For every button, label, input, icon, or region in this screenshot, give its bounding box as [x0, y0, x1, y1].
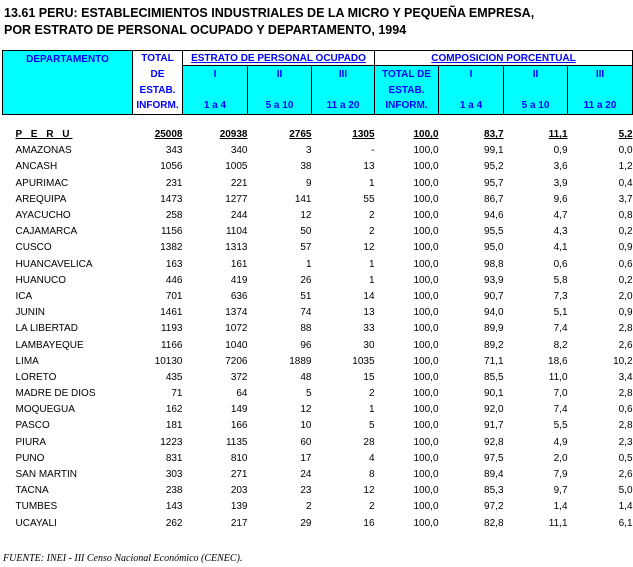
- cell-estrato-i: 20938: [219, 129, 248, 141]
- cell-estrato-ii: 26: [300, 274, 312, 286]
- cell-pct-total: 100,0: [413, 388, 439, 400]
- cell-estrato-iii: 12: [363, 242, 375, 254]
- cell-estrato-i: 1277: [225, 193, 248, 205]
- cell-department: PUNO: [15, 452, 45, 464]
- cell-estrato-i: 1104: [225, 226, 248, 238]
- cell-estrato-i: 166: [230, 420, 248, 432]
- cell-estrato-ii: 1889: [289, 355, 312, 367]
- cell-department: AYACUCHO: [15, 210, 71, 222]
- cell-pct-i: 89,4: [484, 469, 504, 481]
- cell-department: AREQUIPA: [15, 193, 67, 205]
- cell-pct-ii: 3,9: [553, 177, 568, 189]
- header-total-line2: DE: [133, 66, 183, 83]
- cell-pct-i: 98,8: [484, 258, 504, 270]
- cell-estrato-ii: 10: [300, 420, 312, 432]
- table-header: [3, 51, 633, 127]
- header-estrato-iii: III: [312, 66, 375, 83]
- table-row: [3, 321, 633, 337]
- cell-estrato-iii: 13: [363, 307, 375, 319]
- table-body: [3, 127, 633, 532]
- cell-estrato-i: 221: [230, 177, 248, 189]
- cell-pct-iii: 6,1: [618, 517, 633, 529]
- cell-department: P E R U: [15, 129, 73, 141]
- cell-estrato-i: 64: [236, 388, 248, 400]
- cell-department: TACNA: [15, 485, 49, 497]
- cell-estrato-iii: 4: [368, 452, 375, 464]
- cell-estrato-ii: 12: [300, 210, 312, 222]
- cell-department: APURIMAC: [15, 177, 69, 189]
- cell-pct-ii: 7,4: [553, 404, 568, 416]
- cell-pct-total: 100,0: [413, 485, 439, 497]
- cell-estrato-i: 372: [230, 371, 248, 383]
- cell-estrato-ii: 1: [305, 258, 312, 270]
- data-table: [2, 50, 633, 531]
- cell-estrato-ii: 57: [300, 242, 312, 254]
- header-pct-total-line1: TOTAL DE: [375, 66, 439, 83]
- cell-estrato-i: 1040: [225, 339, 248, 351]
- cell-pct-i: 97,2: [484, 501, 504, 513]
- cell-total: 162: [165, 404, 183, 416]
- cell-pct-iii: 3,7: [618, 193, 633, 205]
- cell-pct-iii: 2,6: [618, 339, 633, 351]
- cell-pct-ii: 4,7: [553, 210, 568, 222]
- header-total-line3: ESTAB.: [133, 83, 183, 98]
- table-row: [3, 483, 633, 499]
- cell-pct-total: 100,0: [413, 469, 439, 481]
- cell-pct-total: 100,0: [413, 129, 439, 141]
- table-row: [3, 337, 633, 353]
- cell-estrato-ii: 38: [300, 161, 312, 173]
- cell-pct-ii: 2,0: [553, 452, 568, 464]
- cell-department: JUNIN: [15, 307, 45, 319]
- cell-department: TUMBES: [15, 501, 58, 513]
- header-total-line1: TOTAL: [133, 51, 183, 66]
- table-row: [3, 434, 633, 450]
- cell-estrato-ii: 2765: [289, 129, 312, 141]
- cell-pct-i: 71,1: [484, 355, 504, 367]
- cell-estrato-ii: 51: [300, 290, 312, 302]
- cell-total: 238: [165, 485, 183, 497]
- cell-pct-ii: 3,6: [553, 161, 568, 173]
- cell-pct-total: 100,0: [413, 404, 439, 416]
- header-pct-iii: III: [568, 66, 633, 83]
- header-estrato-i: I: [183, 66, 248, 83]
- cell-department: MOQUEGUA: [15, 404, 75, 416]
- table-row: [3, 143, 633, 159]
- cell-pct-iii: 0,4: [618, 177, 633, 189]
- cell-estrato-i: 1374: [225, 307, 248, 319]
- cell-pct-iii: 5,2: [618, 129, 633, 141]
- table-row: [3, 418, 633, 434]
- table-row: [3, 272, 633, 288]
- cell-pct-iii: 0,9: [618, 307, 633, 319]
- cell-pct-iii: 10,2: [613, 355, 633, 367]
- header-range-3: 11 a 20: [312, 98, 375, 115]
- cell-pct-i: 86,7: [484, 193, 504, 205]
- cell-estrato-ii: 23: [300, 485, 312, 497]
- cell-pct-iii: 2,6: [618, 469, 633, 481]
- cell-pct-ii: 11,0: [548, 371, 568, 383]
- cell-estrato-iii: 1: [368, 404, 375, 416]
- cell-pct-i: 99,1: [484, 145, 504, 157]
- cell-total: 258: [165, 210, 183, 222]
- cell-pct-total: 100,0: [413, 210, 439, 222]
- cell-pct-ii: 7,9: [553, 469, 568, 481]
- cell-pct-iii: 5,0: [618, 485, 633, 497]
- cell-pct-i: 95,2: [484, 161, 504, 173]
- header-pct-i: I: [439, 66, 504, 83]
- cell-estrato-ii: 88: [300, 323, 312, 335]
- cell-estrato-i: 1135: [225, 436, 248, 448]
- cell-estrato-ii: 24: [300, 469, 312, 481]
- cell-pct-ii: 4,3: [553, 226, 568, 238]
- cell-estrato-ii: 60: [300, 436, 312, 448]
- cell-pct-total: 100,0: [413, 452, 439, 464]
- cell-pct-i: 85,3: [484, 485, 504, 497]
- table-row: [3, 386, 633, 402]
- header-departamento: DEPARTAMENTO: [3, 51, 133, 115]
- cell-pct-i: 95,7: [484, 177, 504, 189]
- cell-pct-ii: 5,8: [553, 274, 568, 286]
- cell-department: CUSCO: [15, 242, 52, 254]
- header-estrato-ii: II: [248, 66, 312, 83]
- cell-pct-iii: 2,8: [618, 420, 633, 432]
- cell-pct-ii: 8,2: [553, 339, 568, 351]
- cell-pct-i: 94,6: [484, 210, 504, 222]
- table-row: [3, 288, 633, 304]
- cell-total: 1156: [160, 226, 183, 238]
- cell-pct-total: 100,0: [413, 258, 439, 270]
- cell-estrato-iii: 55: [363, 193, 375, 205]
- cell-total: 303: [165, 469, 183, 481]
- cell-pct-total: 100,0: [413, 371, 439, 383]
- table-row: [3, 499, 633, 515]
- cell-pct-i: 90,1: [484, 388, 504, 400]
- cell-estrato-ii: 29: [300, 517, 312, 529]
- cell-total: 343: [165, 145, 183, 157]
- cell-pct-iii: 2,8: [618, 388, 633, 400]
- cell-pct-total: 100,0: [413, 226, 439, 238]
- cell-pct-ii: 7,4: [553, 323, 568, 335]
- cell-pct-i: 89,2: [484, 339, 504, 351]
- cell-pct-iii: 1,2: [618, 161, 633, 173]
- cell-department: ICA: [15, 290, 33, 302]
- cell-pct-total: 100,0: [413, 436, 439, 448]
- cell-pct-total: 100,0: [413, 355, 439, 367]
- cell-total: 446: [165, 274, 183, 286]
- cell-estrato-ii: 141: [294, 193, 312, 205]
- cell-pct-i: 90,7: [484, 290, 504, 302]
- cell-pct-total: 100,0: [413, 323, 439, 335]
- cell-total: 435: [165, 371, 183, 383]
- header-pct-total-line2: ESTAB.: [375, 83, 439, 98]
- cell-estrato-ii: 2: [305, 501, 312, 513]
- cell-estrato-i: 271: [230, 469, 248, 481]
- cell-total: 231: [165, 177, 183, 189]
- table-row: [3, 450, 633, 466]
- cell-pct-total: 100,0: [413, 177, 439, 189]
- table-row: [3, 240, 633, 256]
- cell-estrato-iii: 1: [368, 177, 375, 189]
- table-row: [3, 305, 633, 321]
- cell-pct-i: 95,0: [484, 242, 504, 254]
- cell-department: LA LIBERTAD: [15, 323, 78, 335]
- table-row-peru: [3, 127, 633, 143]
- cell-pct-total: 100,0: [413, 161, 439, 173]
- cell-pct-iii: 0,0: [618, 145, 633, 157]
- cell-total: 25008: [154, 129, 183, 141]
- cell-department: ANCASH: [15, 161, 58, 173]
- cell-pct-total: 100,0: [413, 193, 439, 205]
- cell-pct-i: 91,7: [484, 420, 504, 432]
- table-row: [3, 369, 633, 385]
- cell-estrato-iii: 2: [368, 210, 375, 222]
- cell-pct-ii: 9,7: [553, 485, 568, 497]
- cell-pct-i: 97,5: [484, 452, 504, 464]
- cell-pct-total: 100,0: [413, 145, 439, 157]
- cell-total: 71: [171, 388, 183, 400]
- cell-department: UCAYALI: [15, 517, 57, 529]
- cell-pct-i: 82,8: [484, 517, 504, 529]
- cell-department: PIURA: [15, 436, 47, 448]
- cell-pct-ii: 1,4: [553, 501, 568, 513]
- cell-pct-i: 89,9: [484, 323, 504, 335]
- cell-pct-ii: 11,1: [548, 129, 568, 141]
- cell-estrato-i: 636: [230, 290, 248, 302]
- cell-pct-i: 92,8: [484, 436, 504, 448]
- cell-pct-ii: 5,1: [553, 307, 568, 319]
- cell-pct-iii: 1,4: [618, 501, 633, 513]
- cell-estrato-i: 810: [230, 452, 248, 464]
- cell-pct-total: 100,0: [413, 501, 439, 513]
- cell-department: CAJAMARCA: [15, 226, 78, 238]
- cell-pct-ii: 7,0: [553, 388, 568, 400]
- cell-department: HUANCAVELICA: [15, 258, 93, 270]
- cell-total: 181: [165, 420, 183, 432]
- cell-estrato-iii: 2: [368, 501, 375, 513]
- cell-estrato-i: 1005: [225, 161, 248, 173]
- source-footnote: FUENTE: INEI - III Censo Nacional Económico (CENEC).: [3, 553, 243, 564]
- cell-pct-total: 100,0: [413, 517, 439, 529]
- cell-estrato-iii: 2: [368, 226, 375, 238]
- cell-pct-ii: 0,6: [553, 258, 568, 270]
- cell-pct-i: 94,0: [484, 307, 504, 319]
- cell-pct-ii: 11,1: [548, 517, 568, 529]
- cell-estrato-i: 161: [230, 258, 248, 270]
- cell-pct-total: 100,0: [413, 242, 439, 254]
- cell-department: LAMBAYEQUE: [15, 339, 84, 351]
- table-row: [3, 402, 633, 418]
- cell-estrato-i: 139: [230, 501, 248, 513]
- cell-estrato-ii: 9: [305, 177, 312, 189]
- cell-pct-iii: 0,2: [618, 274, 633, 286]
- cell-pct-ii: 7,3: [553, 290, 568, 302]
- cell-department: MADRE DE DIOS: [15, 388, 96, 400]
- cell-estrato-iii: 12: [363, 485, 375, 497]
- header-pct-range-3: 11 a 20: [568, 98, 633, 115]
- cell-estrato-iii: 1305: [352, 129, 375, 141]
- cell-total: 1461: [160, 307, 183, 319]
- cell-pct-iii: 3,4: [618, 371, 633, 383]
- cell-pct-i: 85,5: [484, 371, 504, 383]
- table-row: [3, 515, 633, 531]
- cell-pct-ii: 5,5: [553, 420, 568, 432]
- cell-estrato-ii: 74: [300, 307, 312, 319]
- cell-pct-iii: 0,6: [618, 404, 633, 416]
- table-row: [3, 256, 633, 272]
- table-row: [3, 466, 633, 482]
- table-row: [3, 207, 633, 223]
- table-row: [3, 191, 633, 207]
- cell-pct-i: 95,5: [484, 226, 504, 238]
- cell-estrato-ii: 5: [305, 388, 312, 400]
- cell-pct-i: 92,0: [484, 404, 504, 416]
- cell-total: 831: [165, 452, 183, 464]
- cell-estrato-i: 1313: [225, 242, 248, 254]
- cell-total: 1382: [160, 242, 183, 254]
- cell-estrato-iii: 8: [368, 469, 375, 481]
- cell-total: 1473: [160, 193, 183, 205]
- cell-department: LIMA: [15, 355, 39, 367]
- cell-total: 262: [165, 517, 183, 529]
- cell-estrato-ii: 50: [300, 226, 312, 238]
- title-line-1: 13.61 PERU: ESTABLECIMIENTOS INDUSTRIALES DE LA MICRO Y PEQUEÑA EMPRESA,: [4, 6, 535, 20]
- cell-estrato-iii: 30: [363, 339, 375, 351]
- header-composicion: COMPOSICION PORCENTUAL: [375, 51, 633, 66]
- cell-estrato-ii: 96: [300, 339, 312, 351]
- table-row: [3, 353, 633, 369]
- cell-estrato-iii: 1035: [352, 355, 375, 367]
- cell-pct-i: 93,9: [484, 274, 504, 286]
- cell-pct-iii: 2,3: [618, 436, 633, 448]
- cell-estrato-iii: -: [371, 145, 375, 157]
- title-line-2: POR ESTRATO DE PERSONAL OCUPADO Y DEPARTAMENTO, 1994: [4, 23, 407, 37]
- cell-estrato-iii: 16: [363, 517, 375, 529]
- cell-pct-total: 100,0: [413, 290, 439, 302]
- cell-pct-ii: 0,9: [553, 145, 568, 157]
- cell-pct-total: 100,0: [413, 274, 439, 286]
- cell-pct-total: 100,0: [413, 307, 439, 319]
- header-pct-ii: II: [504, 66, 568, 83]
- cell-estrato-ii: 48: [300, 371, 312, 383]
- cell-estrato-iii: 1: [368, 274, 375, 286]
- cell-pct-total: 100,0: [413, 339, 439, 351]
- cell-pct-ii: 4,9: [553, 436, 568, 448]
- cell-department: PASCO: [15, 420, 50, 432]
- cell-estrato-iii: 28: [363, 436, 375, 448]
- header-pct-total-line3: INFORM.: [375, 98, 439, 115]
- table-row: [3, 175, 633, 191]
- cell-total: 1166: [160, 339, 183, 351]
- cell-estrato-ii: 3: [305, 145, 312, 157]
- cell-pct-iii: 0,8: [618, 210, 633, 222]
- cell-estrato-iii: 1: [368, 258, 375, 270]
- cell-total: 163: [165, 258, 183, 270]
- cell-total: 143: [165, 501, 183, 513]
- cell-pct-iii: 2,8: [618, 323, 633, 335]
- cell-estrato-iii: 15: [363, 371, 375, 383]
- header-range-1: 1 a 4: [183, 98, 248, 115]
- cell-total: 1193: [160, 323, 183, 335]
- cell-estrato-i: 340: [230, 145, 248, 157]
- header-range-2: 5 a 10: [248, 98, 312, 115]
- cell-total: 10130: [154, 355, 183, 367]
- cell-department: SAN MARTIN: [15, 469, 77, 481]
- cell-total: 1223: [160, 436, 183, 448]
- header-total-line4: INFORM.: [133, 98, 183, 115]
- cell-total: 1056: [160, 161, 183, 173]
- cell-pct-iii: 0,5: [618, 452, 633, 464]
- cell-pct-i: 83,7: [484, 129, 504, 141]
- cell-estrato-i: 203: [230, 485, 248, 497]
- cell-total: 701: [165, 290, 183, 302]
- cell-estrato-iii: 13: [363, 161, 375, 173]
- cell-estrato-iii: 33: [363, 323, 375, 335]
- cell-pct-iii: 0,6: [618, 258, 633, 270]
- cell-estrato-i: 149: [230, 404, 248, 416]
- cell-estrato-i: 244: [230, 210, 248, 222]
- table-row: [3, 159, 633, 175]
- header-pct-range-2: 5 a 10: [504, 98, 568, 115]
- cell-pct-ii: 9,6: [553, 193, 568, 205]
- cell-estrato-iii: 14: [363, 290, 375, 302]
- cell-pct-ii: 4,1: [553, 242, 568, 254]
- header-estrato: ESTRATO DE PERSONAL OCUPADO: [183, 51, 375, 66]
- cell-department: HUANUCO: [15, 274, 67, 286]
- cell-estrato-iii: 2: [368, 388, 375, 400]
- table-row: [3, 224, 633, 240]
- cell-pct-ii: 18,6: [548, 355, 568, 367]
- cell-estrato-i: 419: [230, 274, 248, 286]
- cell-estrato-i: 1072: [225, 323, 248, 335]
- cell-department: AMAZONAS: [15, 145, 72, 157]
- cell-pct-iii: 0,9: [618, 242, 633, 254]
- cell-estrato-ii: 12: [300, 404, 312, 416]
- cell-pct-total: 100,0: [413, 420, 439, 432]
- cell-estrato-i: 7206: [225, 355, 248, 367]
- header-pct-range-1: 1 a 4: [439, 98, 504, 115]
- cell-pct-iii: 0,2: [618, 226, 633, 238]
- cell-pct-iii: 2,0: [618, 290, 633, 302]
- cell-department: LORETO: [15, 371, 57, 383]
- table-title: [4, 5, 534, 39]
- cell-estrato-iii: 5: [368, 420, 375, 432]
- cell-estrato-i: 217: [230, 517, 248, 529]
- cell-estrato-ii: 17: [300, 452, 312, 464]
